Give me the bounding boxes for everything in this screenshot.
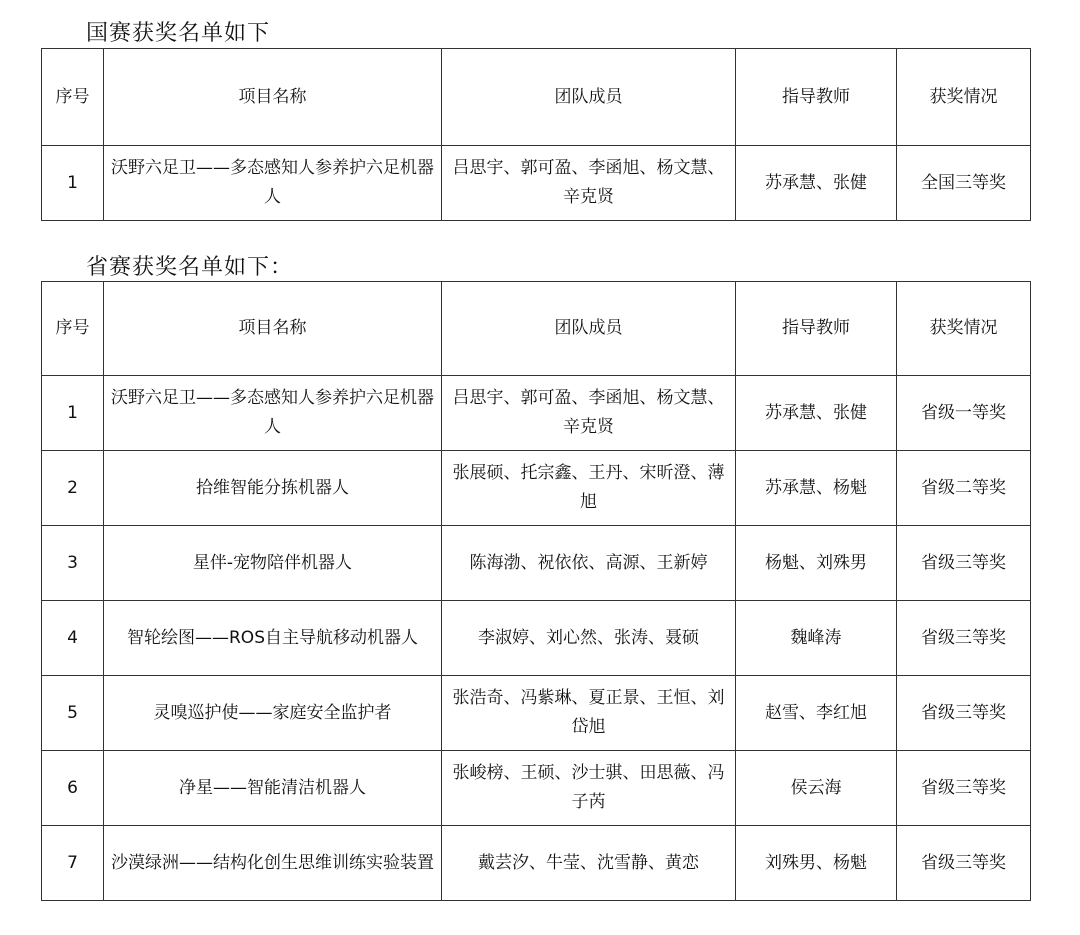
cell-project-name: 净星——智能清洁机器人 [104, 751, 442, 826]
header-team-members: 团队成员 [442, 49, 736, 146]
provincial-awards-table [41, 281, 1031, 901]
cell-award: 省级二等奖 [897, 451, 1031, 526]
cell-award: 全国三等奖 [897, 146, 1031, 221]
header-no: 序号 [42, 49, 104, 146]
cell-team-members: 张浩奇、冯紫琳、夏正景、王恒、刘岱旭 [442, 676, 736, 751]
table-row [42, 676, 1031, 751]
table-row [42, 451, 1031, 526]
cell-project-name: 星伴-宠物陪伴机器人 [104, 526, 442, 601]
table-row [42, 526, 1031, 601]
cell-no: 4 [42, 601, 104, 676]
table-row [42, 601, 1031, 676]
header-award: 获奖情况 [897, 49, 1031, 146]
cell-no: 7 [42, 826, 104, 901]
cell-no: 1 [42, 146, 104, 221]
cell-project-name: 拾维智能分拣机器人 [104, 451, 442, 526]
header-no: 序号 [42, 282, 104, 376]
cell-team-members: 张展硕、托宗鑫、王丹、宋昕澄、薄旭 [442, 451, 736, 526]
cell-team-members: 吕思宇、郭可盈、李函旭、杨文慧、辛克贤 [442, 376, 736, 451]
cell-project-name: 智轮绘图——ROS自主导航移动机器人 [104, 601, 442, 676]
national-awards-title: 国赛获奖名单如下 [86, 21, 271, 46]
cell-advisor: 苏承慧、杨魁 [736, 451, 897, 526]
header-advisor: 指导教师 [736, 282, 897, 376]
cell-project-name: 沙漠绿洲——结构化创生思维训练实验装置 [104, 826, 442, 901]
cell-advisor: 苏承慧、张健 [736, 146, 897, 221]
table-row [42, 826, 1031, 901]
cell-no: 3 [42, 526, 104, 601]
table-row [42, 376, 1031, 451]
header-project-name: 项目名称 [104, 282, 442, 376]
cell-advisor: 赵雪、李红旭 [736, 676, 897, 751]
cell-award: 省级三等奖 [897, 601, 1031, 676]
cell-project-name: 沃野六足卫——多态感知人参养护六足机器人 [104, 146, 442, 221]
cell-no: 2 [42, 451, 104, 526]
cell-award: 省级三等奖 [897, 826, 1031, 901]
header-team-members: 团队成员 [442, 282, 736, 376]
cell-no: 6 [42, 751, 104, 826]
header-advisor: 指导教师 [736, 49, 897, 146]
cell-team-members: 吕思宇、郭可盈、李函旭、杨文慧、辛克贤 [442, 146, 736, 221]
cell-team-members: 李淑婷、刘心然、张涛、聂硕 [442, 601, 736, 676]
cell-team-members: 戴芸汐、牛莹、沈雪静、黄恋 [442, 826, 736, 901]
cell-no: 1 [42, 376, 104, 451]
cell-team-members: 陈海渤、祝依依、高源、王新婷 [442, 526, 736, 601]
cell-team-members: 张峻榜、王硕、沙士骐、田思薇、冯子芮 [442, 751, 736, 826]
cell-award: 省级三等奖 [897, 526, 1031, 601]
national-awards-table [41, 48, 1031, 221]
table-header-row [42, 282, 1031, 376]
cell-award: 省级三等奖 [897, 676, 1031, 751]
provincial-awards-title: 省赛获奖名单如下： [86, 255, 294, 280]
cell-advisor: 魏峰涛 [736, 601, 897, 676]
cell-award: 省级三等奖 [897, 751, 1031, 826]
table-row [42, 751, 1031, 826]
table-header-row [42, 49, 1031, 146]
cell-advisor: 杨魁、刘殊男 [736, 526, 897, 601]
cell-no: 5 [42, 676, 104, 751]
header-award: 获奖情况 [897, 282, 1031, 376]
cell-project-name: 沃野六足卫——多态感知人参养护六足机器人 [104, 376, 442, 451]
cell-advisor: 侯云海 [736, 751, 897, 826]
cell-project-name: 灵嗅巡护使——家庭安全监护者 [104, 676, 442, 751]
cell-advisor: 刘殊男、杨魁 [736, 826, 897, 901]
cell-award: 省级一等奖 [897, 376, 1031, 451]
header-project-name: 项目名称 [104, 49, 442, 146]
table-row [42, 146, 1031, 221]
cell-advisor: 苏承慧、张健 [736, 376, 897, 451]
